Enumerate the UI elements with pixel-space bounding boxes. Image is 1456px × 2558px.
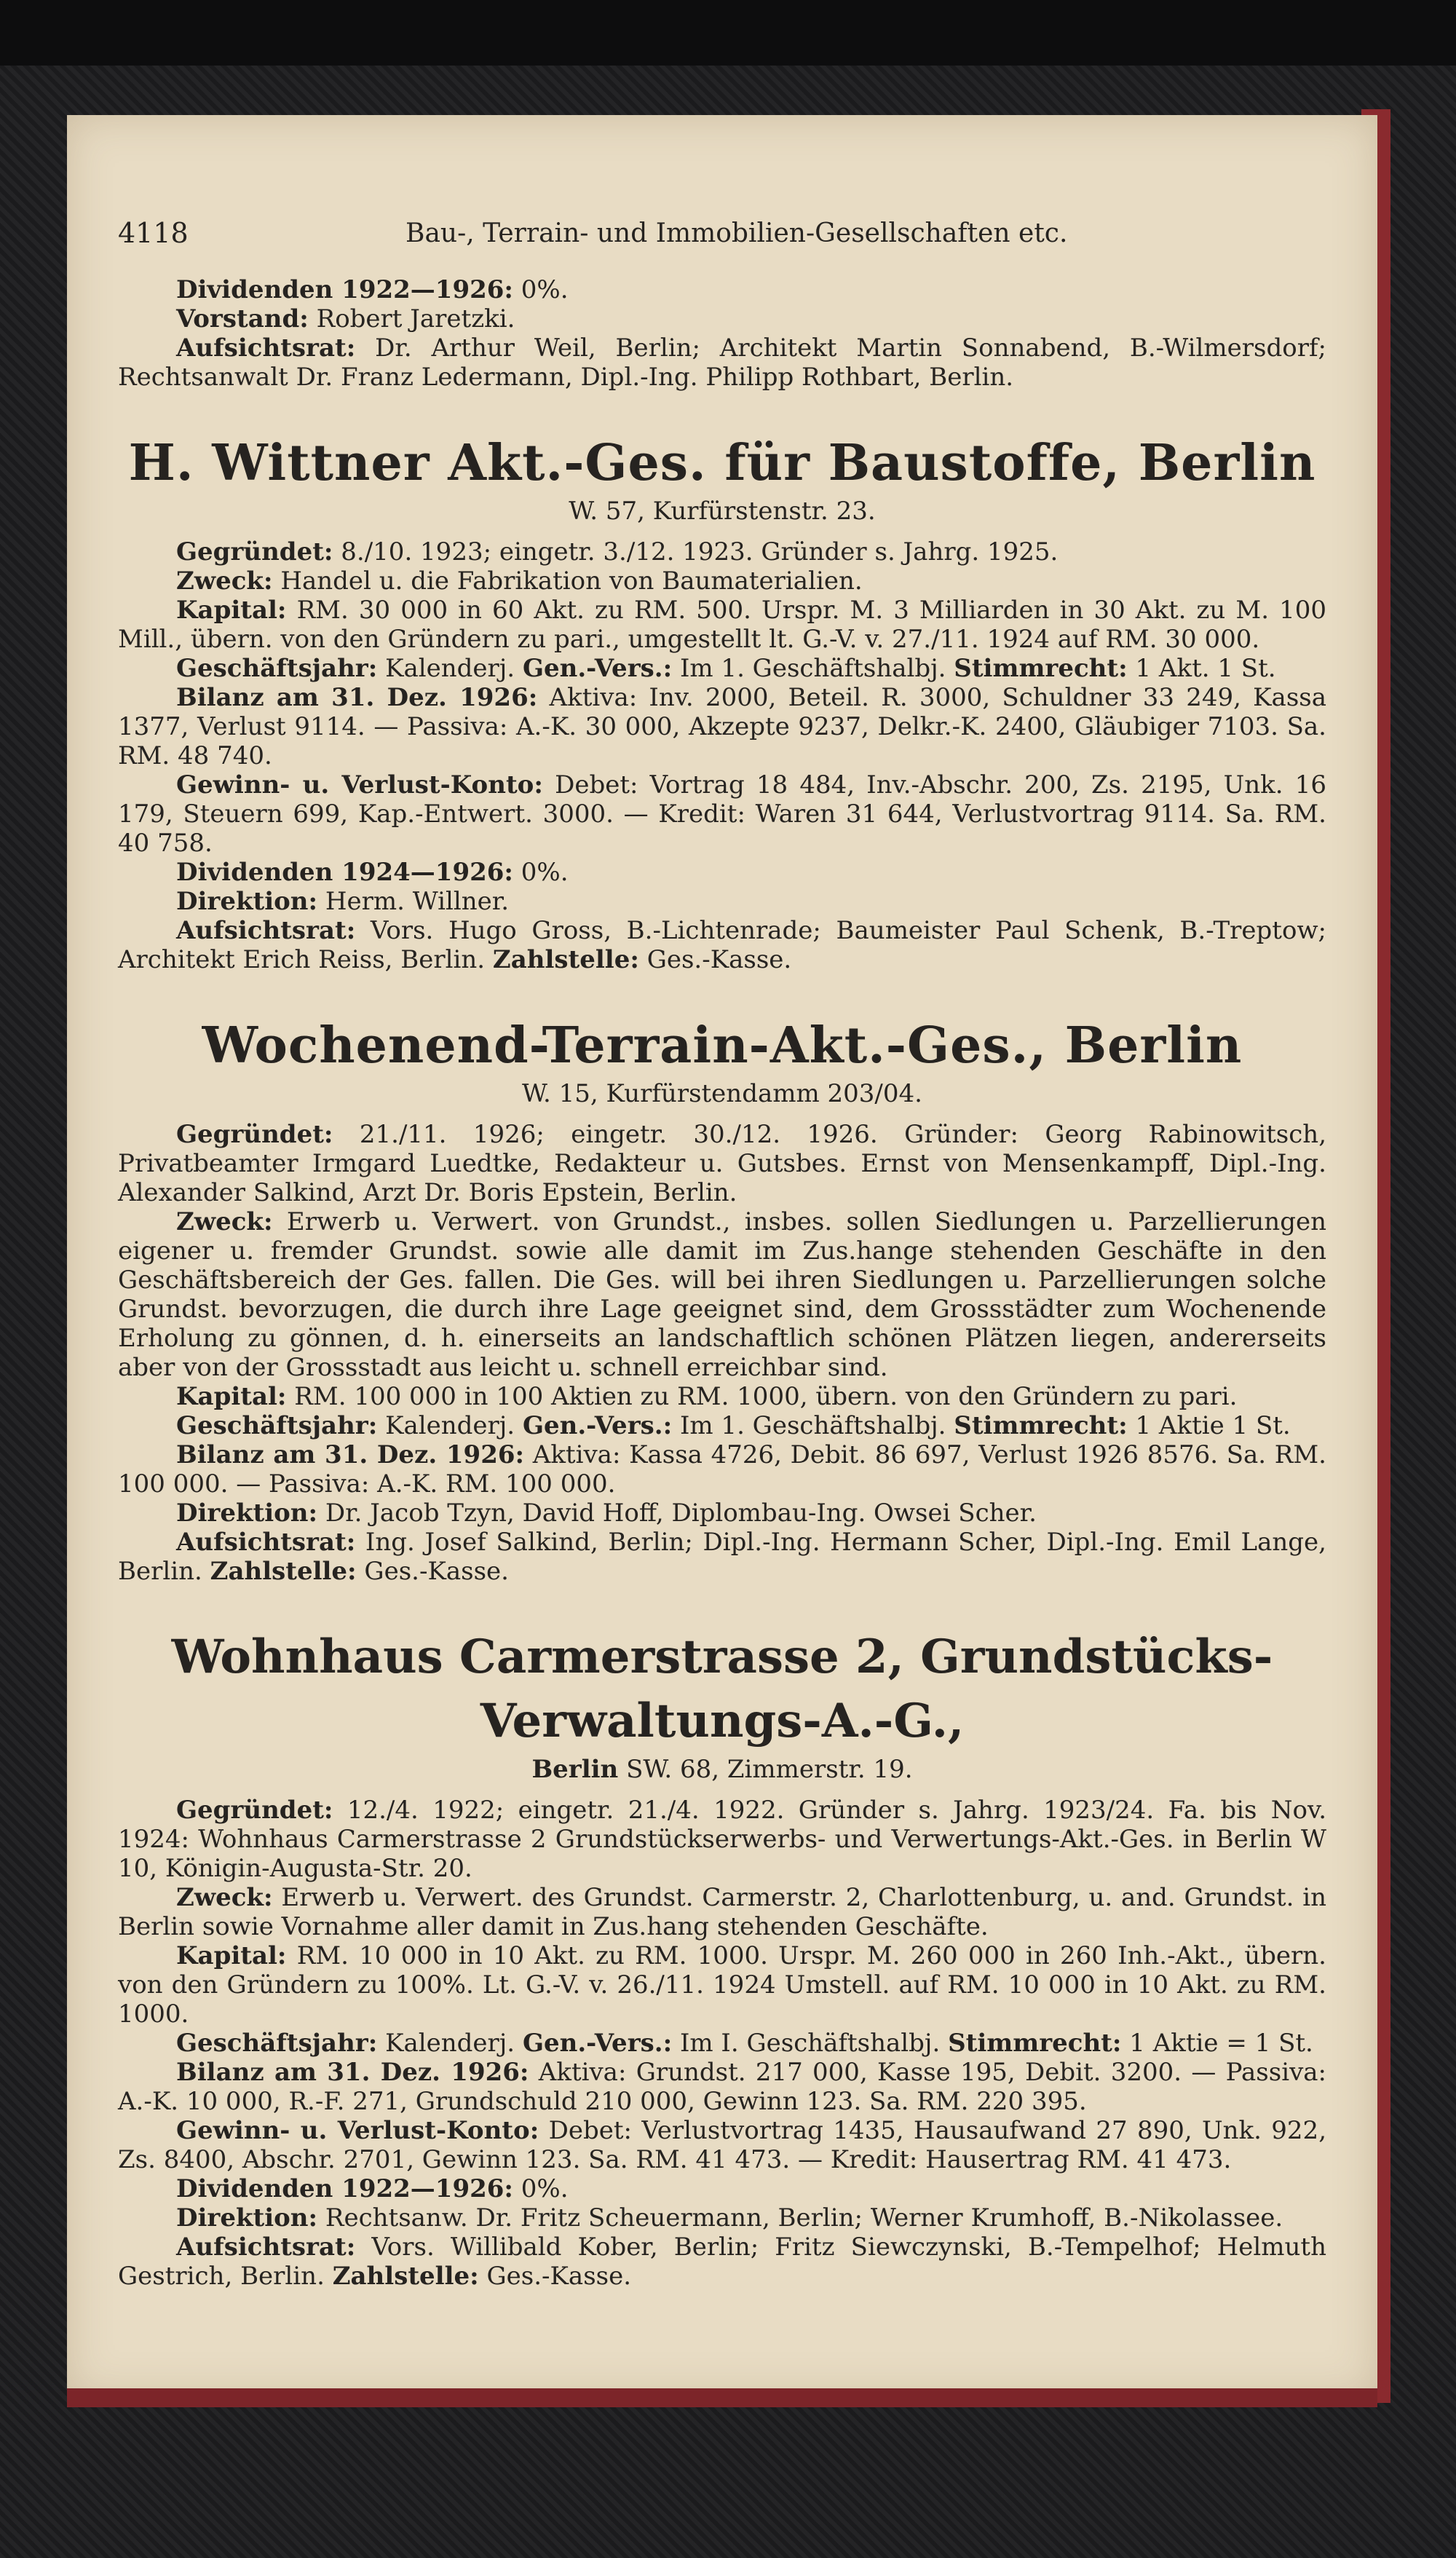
label: Kapital: (176, 1941, 287, 1970)
book-red-bottom-edge (67, 2388, 1377, 2407)
company-address: W. 57, Kurfürstenstr. 23. (569, 497, 876, 526)
company-entry-wittner (118, 431, 1326, 974)
page-number: 4118 (118, 217, 189, 249)
value: Herm. Willner. (325, 887, 510, 916)
label: Gen.-Vers.: (522, 654, 673, 683)
label: Dividenden 1924—1926: (176, 858, 513, 887)
value: Kalenderj. (385, 2029, 515, 2058)
company-title: Wochenend-Terrain-Akt.-Ges., Berlin (202, 1017, 1243, 1075)
value: 12./4. 1922; eingetr. 21./4. 1922. Gründer s. Jahrg. 1923/24. Fa. bis Nov. 1924: Wohnhaus Carmerstrasse 2 Grundstückserwerbs- und Verwertungs-Akt.-Ges. in Berlin W 10, Königin-Augusta-Str. 20. (118, 1796, 1327, 1883)
carryover-entry (118, 275, 1326, 392)
value: Kalenderj. (385, 654, 515, 683)
label: Kapital: (176, 1382, 287, 1411)
value: RM. 100 000 in 100 Aktien zu RM. 1000, übern. von den Gründern zu pari. (294, 1382, 1238, 1411)
company-title: H. Wittner Akt.-Ges. für Baustoffe, Berlin (128, 434, 1316, 492)
company-title: Wohnhaus Carmerstrasse 2, Grundstücks-Verwaltungs-A.-G., (171, 1630, 1273, 1748)
value: 0%. (521, 2174, 569, 2203)
label: Bilanz am 31. Dez. 1926: (176, 2058, 529, 2087)
value: Aktiva: Inv. 2000, Beteil. R. 3000, Schuldner 33 249, Kassa 1377, Verlust 9114. — Passiva: A.-K. 30 000, Akzepte 9237, Delkr.-K. 2400, Gläubiger 7103. Sa. RM. 48 740. (118, 683, 1326, 770)
label: Gegründet: (176, 537, 333, 567)
value: Aktiva: Grundst. 217 000, Kasse 195, Debit. 3200. — Passiva: A.-K. 10 000, R.-F. 271, Grundschuld 210 000, Gewinn 123. Sa. RM. 220 395. (118, 2058, 1326, 2116)
label: Aufsichtsrat: (176, 2233, 356, 2262)
page-content (118, 210, 1326, 2291)
label: Zweck: (176, 1883, 273, 1912)
company-city: Berlin (531, 1755, 619, 1784)
label: Zahlstelle: (332, 2262, 479, 2291)
value: 1 Aktie = 1 St. (1129, 2029, 1313, 2058)
value: 21./11. 1926; eingetr. 30./12. 1926. Gründer: Georg Rabinowitsch, Privatbeamter Irmgard Luedtke, Redakteur u. Gutsbes. Ernst von Mensenkampff, Dipl.-Ing. Alexander Salkind, Arzt Dr. Boris Epstein, Berlin. (118, 1120, 1326, 1207)
value: Ges.-Kasse. (646, 945, 792, 974)
label: Gegründet: (176, 1796, 333, 1825)
label: Zahlstelle: (210, 1557, 357, 1586)
scan-top-border (0, 0, 1456, 66)
value: Im I. Geschäftshalbj. (679, 2029, 941, 2058)
book-page (67, 115, 1377, 2398)
label: Geschäftsjahr: (176, 2029, 378, 2058)
value: Im 1. Geschäftshalbj. (679, 1411, 946, 1440)
company-entry-wochenend (118, 1014, 1326, 1586)
value: RM. 30 000 in 60 Akt. zu RM. 500. Urspr. M. 3 Milliarden in 30 Akt. zu M. 100 Mill., übern. von den Gründern zu pari., umgestellt lt. G.-V. v. 27./11. 1924 auf RM. 30 000. (118, 596, 1326, 654)
value: Ges.-Kasse. (364, 1557, 509, 1586)
label: Geschäftsjahr: (176, 1411, 378, 1440)
company-address: W. 15, Kurfürstendamm 203/04. (522, 1079, 922, 1108)
label: Aufsichtsrat: (176, 1528, 356, 1557)
label: Gewinn- u. Verlust-Konto: (176, 770, 543, 800)
value: Debet: Vortrag 18 484, Inv.-Abschr. 200, Zs. 2195, Unk. 16 179, Steuern 699, Kap.-Entwert. 3000. — Kredit: Waren 31 644, Verlustvortrag 9114. Sa. RM. 40 758. (118, 770, 1326, 858)
label: Dividenden 1922—1926: (176, 275, 513, 304)
value: Ing. Josef Salkind, Berlin; Dipl.-Ing. Hermann Scher, Dipl.-Ing. Emil Lange, Berlin. (118, 1528, 1326, 1586)
label: Direktion: (176, 1499, 318, 1528)
value: Kalenderj. (385, 1411, 515, 1440)
value: Im 1. Geschäftshalbj. (679, 654, 946, 683)
label: Stimmrecht: (954, 1411, 1128, 1440)
company-address: SW. 68, Zimmerstr. 19. (626, 1755, 913, 1784)
value: RM. 10 000 in 10 Akt. zu RM. 1000. Urspr. M. 260 000 in 260 Inh.-Akt., übern. von den Gründern zu 100%. Lt. G.-V. v. 26./11. 1924 Umstell. auf RM. 10 000 in 10 Akt. zu RM. 1000. (118, 1941, 1326, 2029)
label: Bilanz am 31. Dez. 1926: (176, 683, 538, 712)
value: Vors. Hugo Gross, B.-Lichtenrade; Baumeister Paul Schenk, B.-Treptow; Architekt Erich Reiss, Berlin. (118, 916, 1326, 974)
value: Handel u. die Fabrikation von Baumaterialien. (280, 567, 863, 596)
value: Debet: Verlustvortrag 1435, Hausaufwand 27 890, Unk. 922, Zs. 8400, Abschr. 2701, Gewinn 123. Sa. RM. 41 473. — Kredit: Hausertrag RM. 41 473. (118, 2116, 1327, 2174)
value: 8./10. 1923; eingetr. 3./12. 1923. Gründer s. Jahrg. 1925. (341, 537, 1059, 567)
value: Erwerb u. Verwert. von Grundst., insbes. sollen Siedlungen u. Parzellierungen eigener u. fremder Grundst. sowie alle damit im Zus.hange stehenden Geschäfte in den Geschäftsbereich der Ges. fallen. Die Ges. will bei ihren Siedlungen u. Parzellierungen solche Grundst. bevorzugen, die durch ihre Lage geeignet sind, dem Grossstädter zum Wochenende Erholung zu gönnen, d. h. einerseits an landschaftlich schönen Plätzen liegen, andererseits aber von der Grossstadt aus leicht u. schnell erreichbar sind. (118, 1207, 1326, 1382)
value: Ges.-Kasse. (486, 2262, 632, 2291)
company-address-line (118, 1753, 1326, 1785)
value: Erwerb u. Verwert. des Grundst. Carmerstr. 2, Charlottenburg, u. and. Grundst. in Berlin sowie Vornahme aller damit in Zus.hang stehenden Geschäfte. (118, 1883, 1326, 1941)
label: Gewinn- u. Verlust-Konto: (176, 2116, 539, 2145)
label: Gen.-Vers.: (522, 1411, 673, 1440)
label: Zweck: (176, 567, 273, 596)
value: Dr. Arthur Weil, Berlin; Architekt Martin Sonnabend, B.-Wilmersdorf; Rechtsanwalt Dr. Franz Ledermann, Dipl.-Ing. Philipp Rothbart, Berlin. (118, 333, 1326, 392)
label: Bilanz am 31. Dez. 1926: (176, 1440, 525, 1469)
label: Direktion: (176, 887, 318, 916)
value: 1 Aktie 1 St. (1135, 1411, 1291, 1440)
label: Stimmrecht: (954, 654, 1128, 683)
label: Zahlstelle: (492, 945, 639, 974)
value: Dr. Jacob Tzyn, David Hoff, Diplombau-Ing. Owsei Scher. (325, 1499, 1037, 1528)
label: Gen.-Vers.: (522, 2029, 673, 2058)
label: Dividenden 1922—1926: (176, 2174, 513, 2203)
company-entry-carmerstrasse (118, 1625, 1326, 2291)
label: Kapital: (176, 596, 287, 625)
label: Aufsichtsrat: (176, 916, 356, 945)
label: Gegründet: (176, 1120, 333, 1149)
value: 0%. (521, 858, 569, 887)
label: Aufsichtsrat: (176, 333, 356, 363)
value: Robert Jaretzki. (316, 304, 515, 333)
value: Aktiva: Kassa 4726, Debit. 86 697, Verlust 1926 8576. Sa. RM. 100 000. — Passiva: A.-K. RM. 100 000. (118, 1440, 1326, 1499)
label: Stimmrecht: (948, 2029, 1122, 2058)
value: Vors. Willibald Kober, Berlin; Fritz Siewczynski, B.-Tempelhof; Helmuth Gestrich, Berlin. (118, 2233, 1326, 2291)
label: Geschäftsjahr: (176, 654, 378, 683)
label: Vorstand: (176, 304, 309, 333)
page-header (118, 210, 1326, 275)
value: Rechtsanw. Dr. Fritz Scheuermann, Berlin; Werner Krumhoff, B.-Nikolassee. (325, 2203, 1283, 2233)
value: 0%. (521, 275, 569, 304)
label: Direktion: (176, 2203, 318, 2233)
label: Zweck: (176, 1207, 273, 1236)
value: 1 Akt. 1 St. (1135, 654, 1276, 683)
running-title: Bau-, Terrain- und Immobilien-Gesellschaften etc. (405, 218, 1068, 248)
